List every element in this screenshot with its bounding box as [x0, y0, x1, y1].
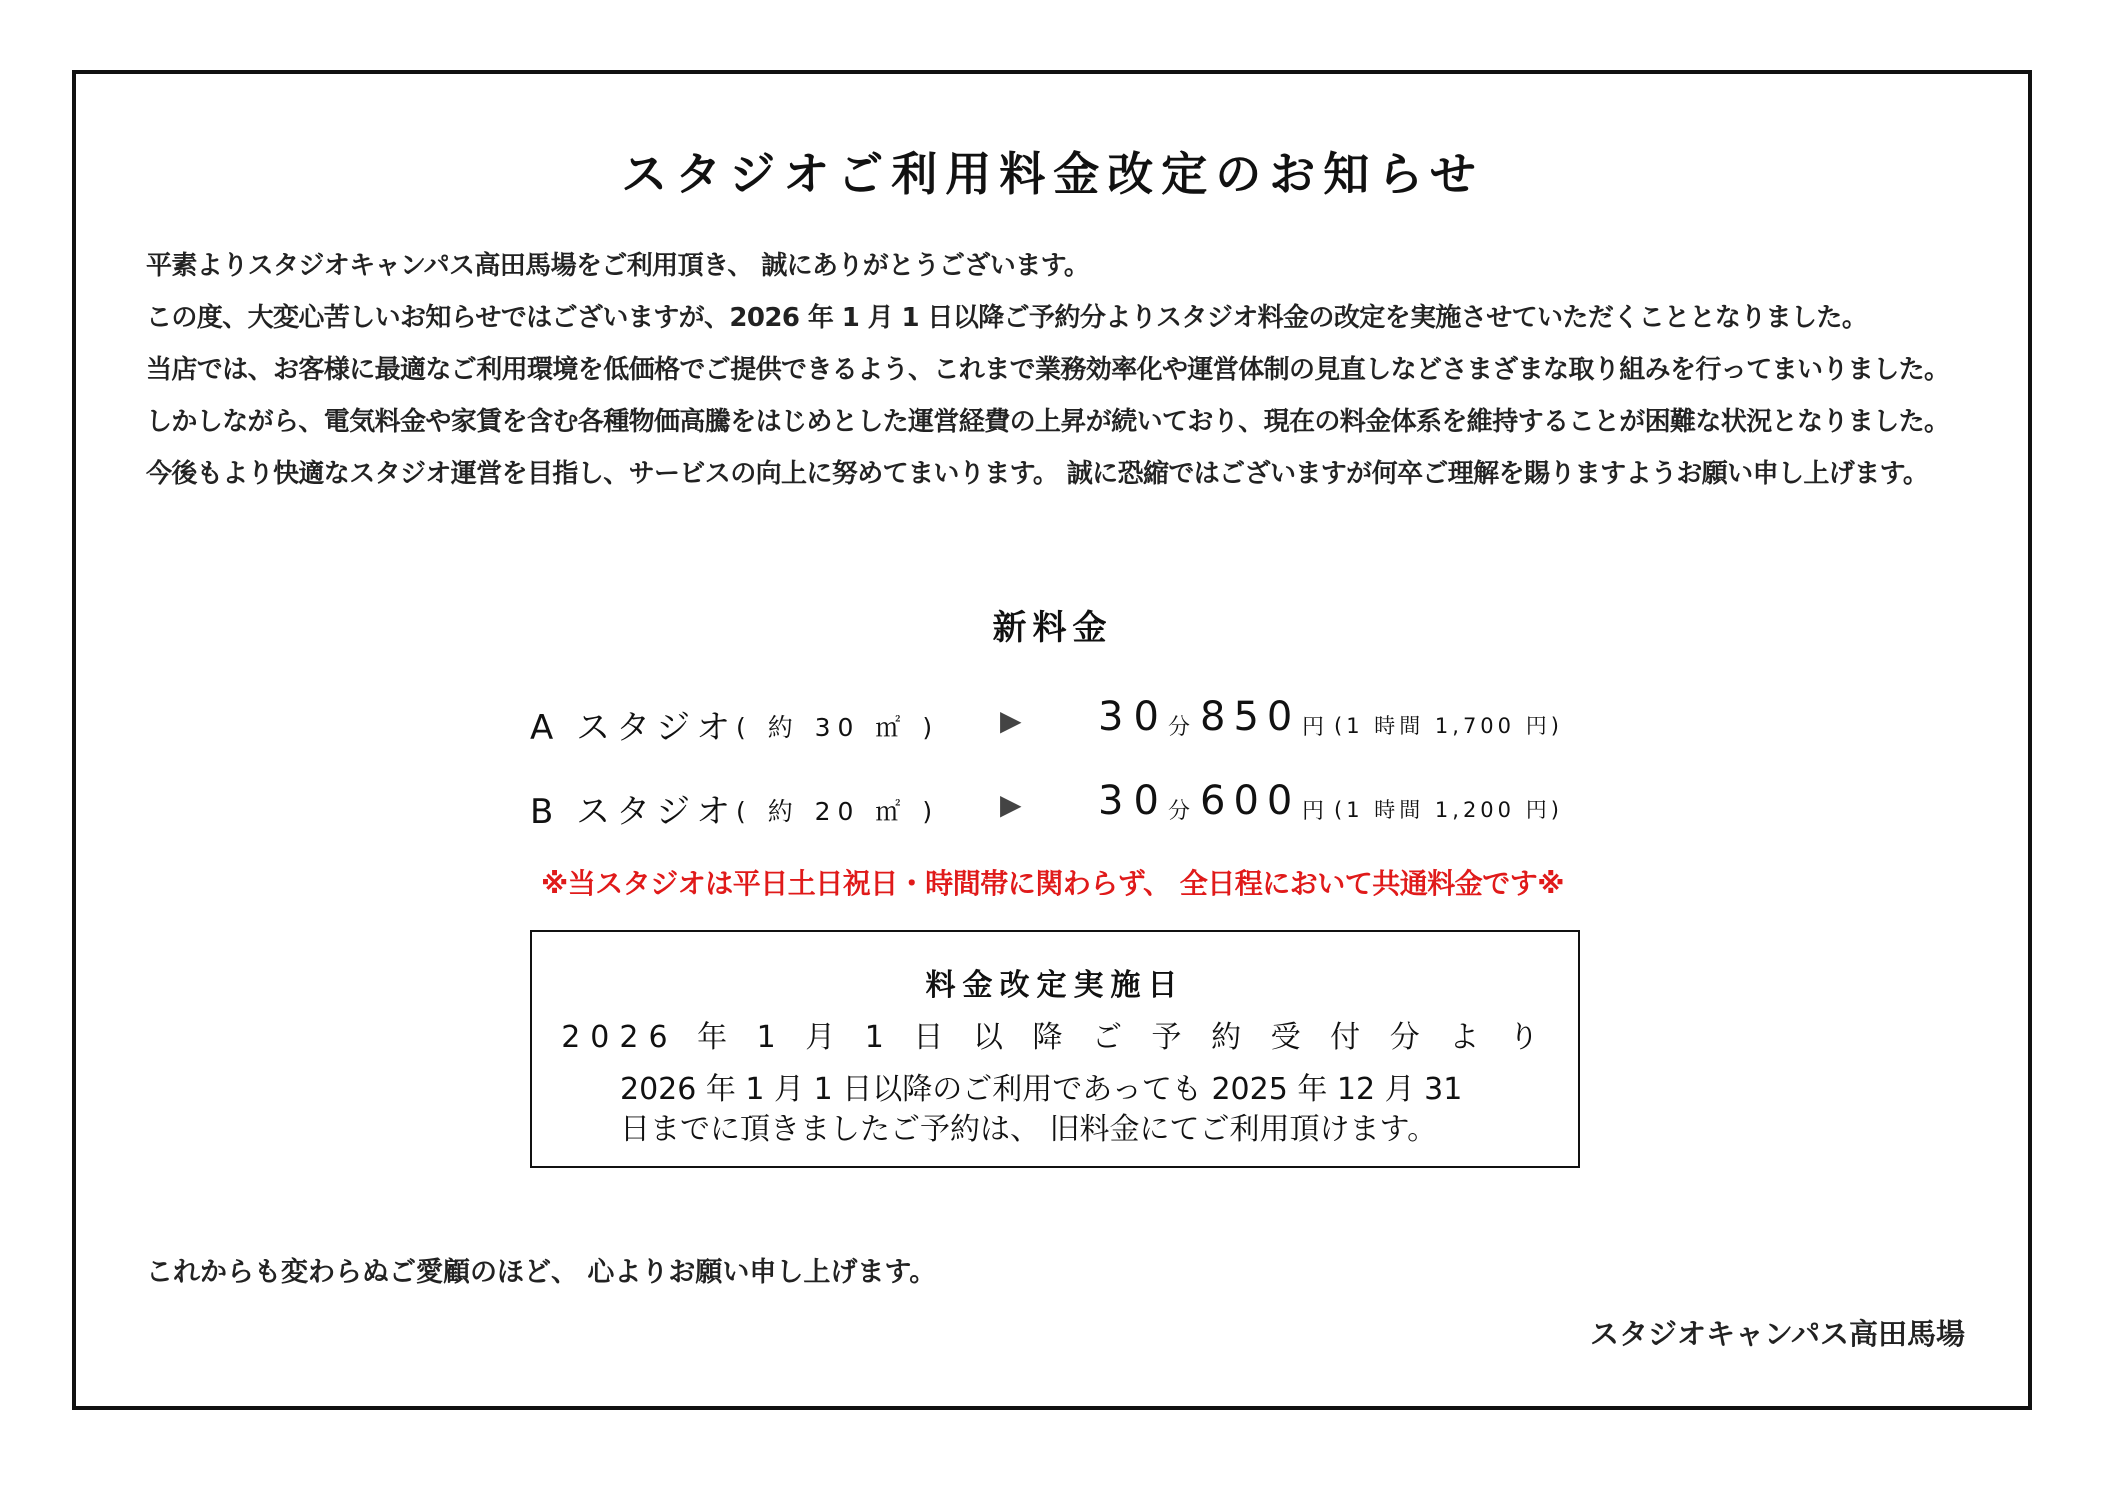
effective-date-box: [530, 930, 1580, 1168]
hourly-price: (1 時間 1,200 円): [1334, 798, 1563, 822]
studio-size: ( 約 20 ㎡ ): [736, 797, 940, 826]
paragraph-line: 今後もより快適なスタジオ運営を目指し、サービスの向上に努めてまいります。 誠に恐縮ではございますが何卒ご理解を賜りますようお願い申し上げます。: [146, 459, 1929, 489]
signature: スタジオキャンパス高田馬場: [1590, 1317, 1965, 1351]
new-price-heading: 新料金: [992, 608, 1113, 648]
hourly-price: (1 時間 1,700 円): [1334, 714, 1563, 738]
paragraph-line: この度、大変心苦しいお知らせではございますが、2026 年 1 月 1 日以降ご予約分よりスタジオ料金の改定を実施させていただくこととなりました。: [146, 303, 1868, 333]
minutes-unit: 分: [1168, 715, 1191, 740]
studio-size: ( 約 30 ㎡ ): [736, 713, 940, 742]
effective-date-detail: 日までに頂きましたご予約は、 旧料金にてご利用頂けます。: [620, 1112, 1438, 1147]
notice-title: スタジオご利用料金改定のお知らせ: [621, 147, 1484, 201]
paragraph-line: 当店では、お客様に最適なご利用環境を低価格でご提供できるよう、これまで業務効率化や運営体制の見直しなどさまざまな取り組みを行ってまいりました。: [146, 355, 1950, 385]
arrow-icon: ▶: [1000, 704, 1022, 737]
price-row-b: [0, 778, 2105, 838]
price-unit: 円: [1302, 799, 1325, 824]
minutes-value: 30: [1098, 694, 1169, 740]
paragraph-line: 平素よりスタジオキャンパス高田馬場をご利用頂き、 誠にありがとうございます。: [146, 251, 1090, 281]
effective-date-detail: 2026 年 1 月 1 日以降のご利用であっても 2025 年 12 月 31: [620, 1072, 1463, 1107]
minutes-unit: 分: [1168, 799, 1191, 824]
effective-date-title: 料金改定実施日: [925, 968, 1185, 1003]
closing-text: これからも変わらぬご愛顧のほど、 心よりお願い申し上げます。: [146, 1257, 937, 1288]
price-row-a: [0, 694, 2105, 754]
price-unit: 円: [1302, 715, 1325, 740]
paragraph-line: しかしながら、電気料金や家賃を含む各種物価高騰をはじめとした運営経費の上昇が続いており、現在の料金体系を維持することが困難な状況となりました。: [146, 407, 1950, 437]
notice-body: [146, 240, 1976, 500]
studio-name: A スタジオ: [530, 708, 737, 748]
minutes-value: 30: [1098, 778, 1169, 824]
common-price-note: ※当スタジオは平日土日祝日・時間帯に関わらず、 全日程において共通料金です※: [541, 867, 1564, 900]
studio-name: B スタジオ: [530, 792, 737, 832]
price-value: 850: [1200, 694, 1301, 740]
effective-date-line: 2026 年 1 月 1 日 以 降 ご 予 約 受 付 分 よ り: [561, 1020, 1549, 1055]
price-value: 600: [1200, 778, 1301, 824]
arrow-icon: ▶: [1000, 788, 1022, 821]
